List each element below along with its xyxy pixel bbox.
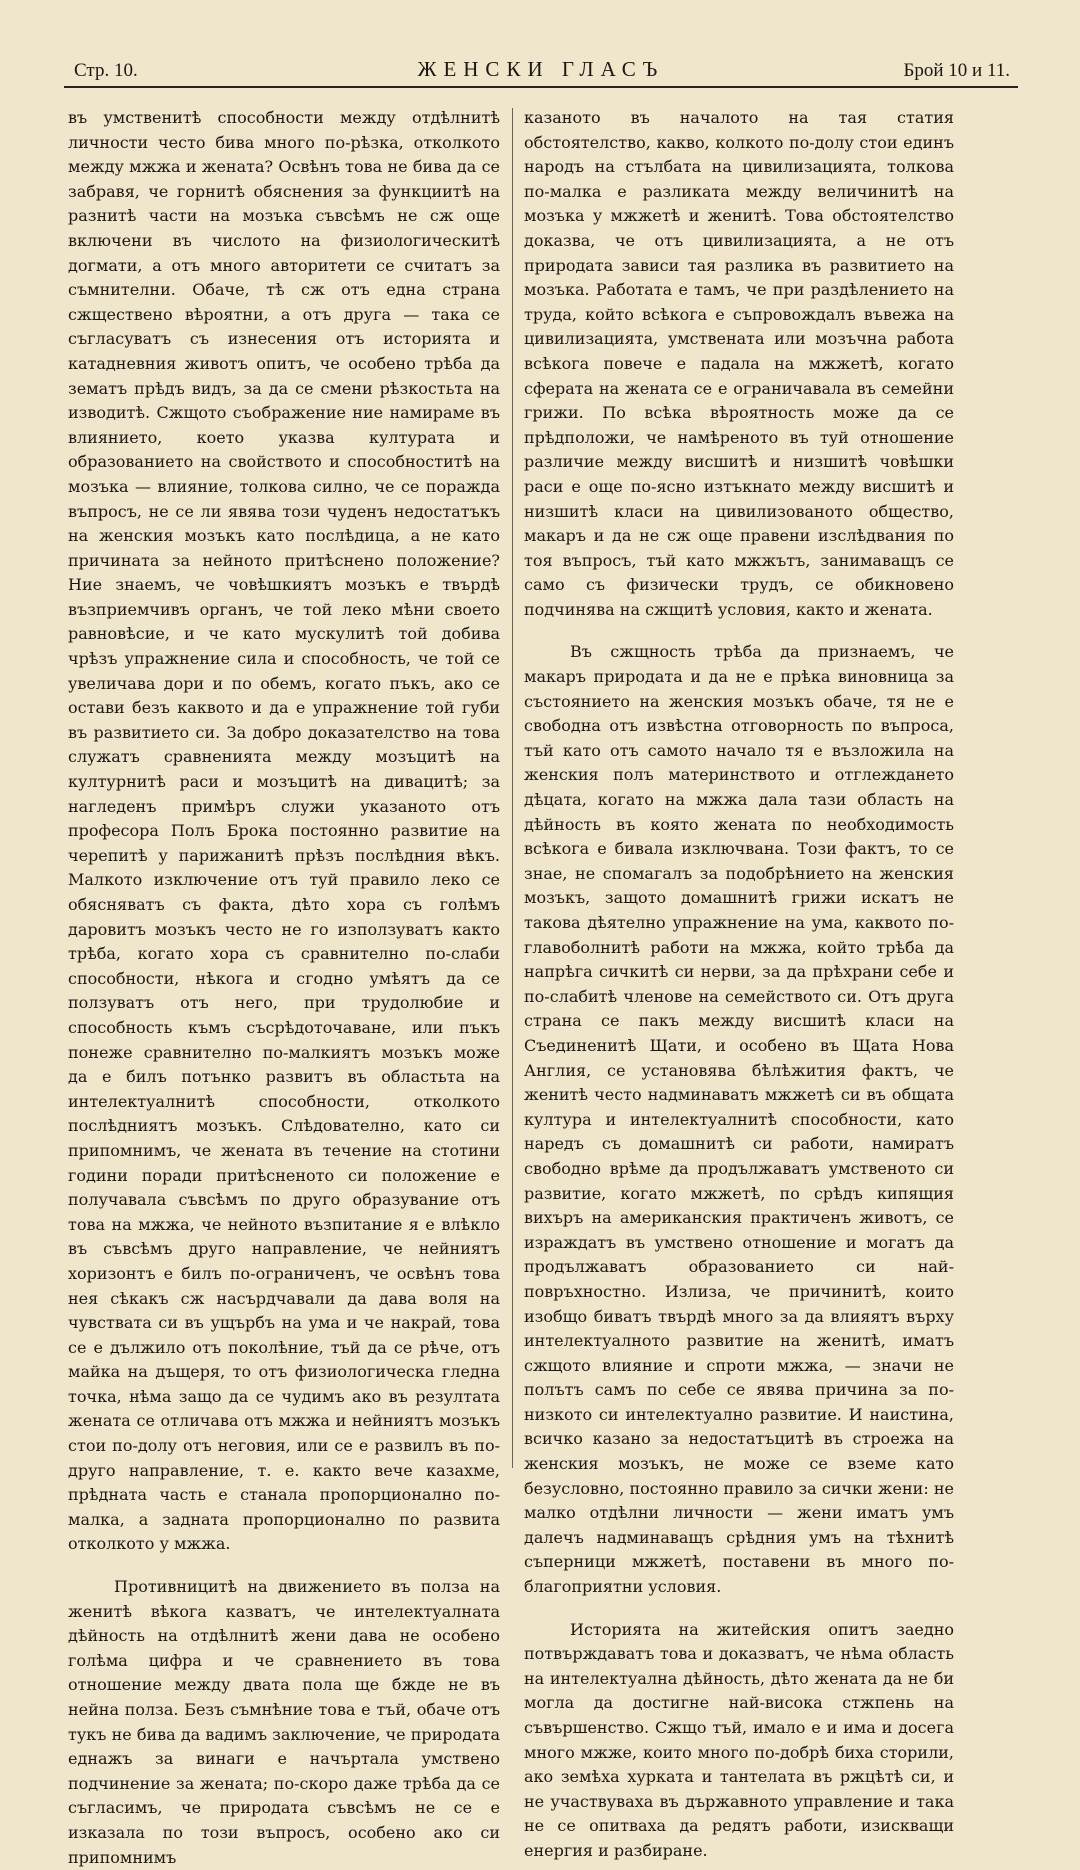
right-paragraph-3: Историята на житейския опитъ заедно потвърждаватъ това и доказватъ, че нѣма область на интелектуална дѣйность, дѣто жената да не би могла да достигне най-висока стжпень на съвършенство. Сжщо тъй, имало е и има и досега много мжже, които много по-добрѣ биха сторили, ако земѣха хурката и тантелата въ ржцѣтѣ си, и не участвуваха въ държавното управление и така не се опитваха да редятъ работи, изискващи енергия и разбиране. — [524, 1619, 954, 1860]
left-paragraph-1: въ умственитѣ способности между отдѣлнитѣ личности често бива много по-рѣзка, отколкото между мжжа и жената? Освѣнъ това не бива да се забравя, че горнитѣ обяснения за функциитѣ на разнитѣ части на мозъка съвсѣмъ не сж още включени въ числото на физиологическитѣ догмати, а отъ много авторитети се считатъ за съмнителни. Обаче, тѣ сж отъ една страна сжществено вѣроятни, а отъ друга — така се съгласуватъ съ изнесения отъ историята и катадневния животъ опитъ, че особено трѣба да зематъ прѣдъ видъ, за да се смени рѣзкостьта на изводитѣ. Сжщото съображение ние намираме въ влиянието, което указва културата и образованието на свойството и способноститѣ на мозъка — влияние, толкова силно, че се поражда въпросъ, не се ли явява този чуденъ недостатъкъ на женския мозъкъ като послѣдица, а не като причината за нейното притѣснено положение? Ние знаемъ, че човѣшкиятъ мозъкъ е твърдѣ възприемчивъ органъ, че той леко мѣни своето равновѣсие, и че като мускулитѣ той добива чрѣзъ упражнение сила и способность, че той се увеличава дори и по обемъ, когато пъкъ, ако се остави безъ каквото и да е упражнение той губи въ развитието си. За добро доказателство на това служатъ сравненията между мозъцитѣ на културнитѣ раси и мозъцитѣ на дивацитѣ; за нагледенъ примѣръ служи указаното отъ професора Полъ Брока постоянно развитие на черепитѣ у парижанитѣ прѣзъ послѣдния вѣкъ. Малкото изключение отъ туй правило леко се обясняватъ съ факта, дѣто хора съ голѣмъ даровитъ мозъкъ често не го използуватъ както трѣба, когато хора съ сравнително по-слаби способности, нѣкога и сгодно умѣятъ да се ползуватъ отъ него, при трудолюбие и способность къмъ съсрѣдоточаване, или пъкъ понеже сравнително по-малкиятъ мозъкъ може да е билъ потънко развитъ въ областьта на интелектуалнитѣ способности, отколкото послѣдниятъ мозъкъ. Слѣдователно, като си припомнимъ, че жената въ течение на стотини години поради притѣсненото си положение е получавала съвсѣмъ по друго образувание отъ това на мжжа, че нейното възпитание я е влѣкло въ съвсѣмъ друго направление, че нейниятъ хоризонтъ е билъ по-ограниченъ, че освѣнъ това нея сѣкакъ сж насърдчавали да дава воля на чувствата си въ ущърбъ на ума и че накрай, това се е дължило отъ поколѣние, тъй да се рѣче, отъ майка на дъщеря, то отъ физиологическа гледна точка, нѣма защо да се чудимъ ако въ резултата жената се отличава отъ мжжа и нейниятъ мозъкъ стои по-долу отъ неговия, или се е развилъ въ по-друго направление, т. е. както вече казахме, прѣдната часть е станала пропорционално по-малка, а задната пропорционално по развита отколкото у мжжа. — [68, 108, 500, 1554]
right-column — [524, 106, 954, 1864]
page-number: Стр. 10. — [74, 60, 138, 81]
journal-title: ЖЕНСКИ ГЛАСЪ — [417, 57, 665, 81]
left-column — [68, 106, 500, 1870]
column-divider — [512, 108, 513, 1468]
left-paragraph-2: Противницитѣ на движението въ полза на женитѣ вѣкога казватъ, че интелектуалната дѣйность на отдѣлнитѣ жени дава не особено голѣма цифра и че сравнението въ това отношение между двата пола ще бжде не въ нейна полза. Безъ съмнѣние това е тъй, обаче отъ тукъ не бива да вадимъ заключение, че природата еднажъ за винаги е начъртала умствено подчинение за жената; по-скоро даже трѣба да се съгласимъ, че природата съвсѣмъ не се е изказала по този въпросъ, особено ако си припомнимъ — [68, 1577, 500, 1867]
page-header — [64, 52, 1018, 88]
right-paragraph-1: казаното въ началото на тая статия обстоятелство, какво, колкото по-долу стои единъ народъ на стълбата на цивилизацията, толкова по-малка е разликата между величинитѣ на мозъка у мжжетѣ и женитѣ. Това обстоятелство доказва, че отъ цивилизацията, а не отъ природата зависи тая разлика въ развитието на мозъка. Работата е тамъ, че при раздѣлението на труда, който всѣкога е съпровождалъ въвежа на цивилизацията, умствената или мозъчна работа всѣкога повече е падала на мжжетѣ, когато сферата на жената се е ограничавала въ семейни грижи. По всѣка вѣроятность може да се прѣдположи, че намѣреното въ туй отношение различие между висшитѣ и низшитѣ човѣшки раси е още по-ясно изтъкнато между висшитѣ и низшитѣ класи на цивилизованото общество, макаръ и да не сж още правени изслѣдвания по тоя въпросъ, тъй като мжжътъ, занимаващъ се само съ физически трудъ, се обикновено подчинява на сжщитѣ условия, както и жената. — [524, 108, 954, 619]
issue-number: Брой 10 и 11. — [903, 60, 1010, 81]
right-paragraph-2: Въ сжщность трѣба да признаемъ, че макаръ природата и да не е прѣка виновница за състоянието на женския мозъкъ обаче, тя не е свободна отъ извѣстна отговорность по въпроса, тъй като отъ самото начало тя е възложила на женския полъ материнството и отглеждането дѣцата, когато на мжжа дала тази область на дѣйность въ която жената по необходимость всѣкога е бивала изключвана. Този фактъ, то се знае, не спомагалъ за подобрѣнието на женския мозъкъ, защото домашнитѣ грижи искатъ не такова дѣятелно упражнение на ума, каквото по-главоболнитѣ работи на мжжа, който трѣба да напрѣга сичкитѣ си нерви, за да прѣхрани себе и по-слабитѣ членове на семейството си. Отъ друга страна се пакъ между висшитѣ класи на Съединенитѣ Щати, и особено въ Щата Нова Англия, се установява бѣлѣжития фактъ, че женитѣ често надминаватъ мжжетѣ си въ общата култура и интелектуалнитѣ способности, като наредъ съ домашнитѣ си работи, намиратъ свободно врѣме да продължаватъ умственото си развитие, когато мжжетѣ, по срѣдъ кипящия вихъръ на американския практиченъ животъ, се израждатъ въ умствено отношение и могатъ да продължаватъ образованието си най-повръхностно. Излиза, че причинитѣ, които изобщо биватъ твърдѣ много за да влияятъ върху интелектуалното развитие на женитѣ, иматъ сжщото влияние и спроти мжжа, — значи не полътъ самъ по себе се явява причина за по-низкото си интелектуално развитие. И наистина, всичко казано за недостатъцитѣ въ строежа на женския мозъкъ, не може се вземе като безусловно, постоянно правило за сички жени: не малко отдѣлни личности — жени иматъ умъ далечъ надминаващъ срѣдния умъ на тѣхнитѣ съперници мжжетѣ, поставени въ много по-благоприятни условия. — [524, 642, 954, 1597]
